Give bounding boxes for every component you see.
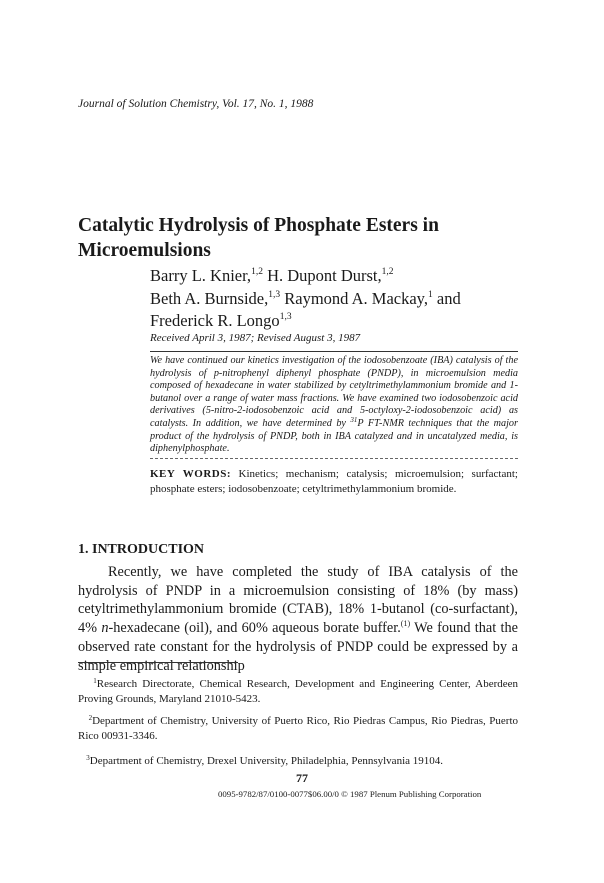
footnote-text: Research Directorate, Chemical Research, Development and Engineering Center, Aberdeen Proving Grounds, Maryland 21010-5423. — [78, 678, 518, 705]
keywords-label: KEY WORDS: — [150, 468, 231, 480]
author-name: H. Dupont Durst, — [267, 266, 382, 285]
affiliation-mark: 1,3 — [268, 289, 281, 300]
body-text — [78, 563, 518, 675]
author-name: Raymond A. Mackay, — [284, 288, 428, 308]
received-dates: Received April 3, 1987; Revised August 3, 1987 — [150, 332, 361, 344]
abstract-text: We have continued our kinetics investigation of the iodosobenzoate (IBA) catalysis of the hydrolysis of p-nitrophenyl diphenyl phosphate (PNDP), in microemulsion media composed of hexadecane in water stabilized by cetyltrimethylammonium bromide and 1-butanol over a range of water mass fractions. We have examined two iodosobenzoic acid derivatives (5-nitro-2-iodosobenzoic acid and 5-octyloxy-2-iodosobenzoic acid) as catalysts. In addition, we have determined by — [150, 355, 518, 429]
affiliation-mark: 1 — [428, 289, 433, 300]
page-number: 77 — [296, 771, 308, 785]
body-text-segment: -hexadecane (oil), and 60% aqueous borate buffer. — [108, 620, 401, 637]
abstract-top-rule — [150, 351, 518, 352]
article-title: Catalytic Hydrolysis of Phosphate Esters in Microemulsions — [78, 215, 439, 261]
footnote-mark: 3 — [86, 754, 90, 762]
reference-mark: (1) — [400, 619, 411, 629]
footnote-rule — [78, 662, 238, 663]
journal-citation: Journal of Solution Chemistry, Vol. 17, No. 1, 1988 — [78, 98, 314, 110]
copyright-line: 0095-9782/87/0100-0077$06.00/0 © 1987 Plenum Publishing Corporation — [218, 789, 482, 799]
author-name: Frederick R. Longo — [150, 311, 280, 330]
abstract-bottom-rule — [150, 458, 518, 459]
affiliation-mark: 1,2 — [381, 267, 394, 277]
affiliation-mark: 1,3 — [279, 312, 292, 322]
footnote-text: Department of Chemistry, University of Puerto Rico, Rio Piedras Campus, Rio Piedras, Puerto Rico 00931-3346. — [78, 715, 519, 742]
abstract-text: P FT-NMR techniques that the major product of the hydrolysis of PNDP, both in IBA catalyzed and in uncatalyzed media, is diphenylphosphate. — [150, 417, 518, 455]
isotope-superscript: 31 — [350, 415, 358, 424]
section-heading: 1. INTRODUCTION — [78, 542, 205, 557]
keywords — [150, 467, 518, 497]
body-text-segment: Recently, we have completed the study of IBA catalysis of the hydrolysis of PNDP in a microemulsion consisting of 18% (by mass) cetyltrimethylammonium bromide (CTAB), 18% 1-butanol (co-surfactant), 4% — [78, 564, 518, 637]
footnote-mark: 2 — [88, 714, 93, 722]
body-italic: n — [101, 620, 109, 637]
footnote — [78, 754, 518, 769]
author-list — [150, 265, 550, 333]
footnote-text: Department of Chemistry, Drexel University, Philadelphia, Pennsylvania 19104. — [89, 755, 444, 767]
footnote — [78, 714, 518, 743]
footnote-mark: 1 — [93, 677, 97, 685]
footnote — [78, 677, 518, 706]
abstract — [150, 355, 518, 456]
keywords-text: Kinetics; mechanism; catalysis; microemulsion; surfactant; phosphate esters; iodosobenzoate; cetyltrimethylammonium bromide. — [150, 468, 518, 495]
body-text-segment: We found that the observed rate constant for the hydrolysis of PNDP could be expressed by a simple empirical relationship — [78, 620, 518, 674]
paragraph — [78, 563, 518, 675]
affiliation-mark: 1,2 — [251, 267, 263, 277]
author-name: Beth A. Burnside, — [150, 288, 269, 308]
author-name: Barry L. Knier, — [150, 266, 252, 285]
author-conjunction: and — [436, 288, 461, 308]
